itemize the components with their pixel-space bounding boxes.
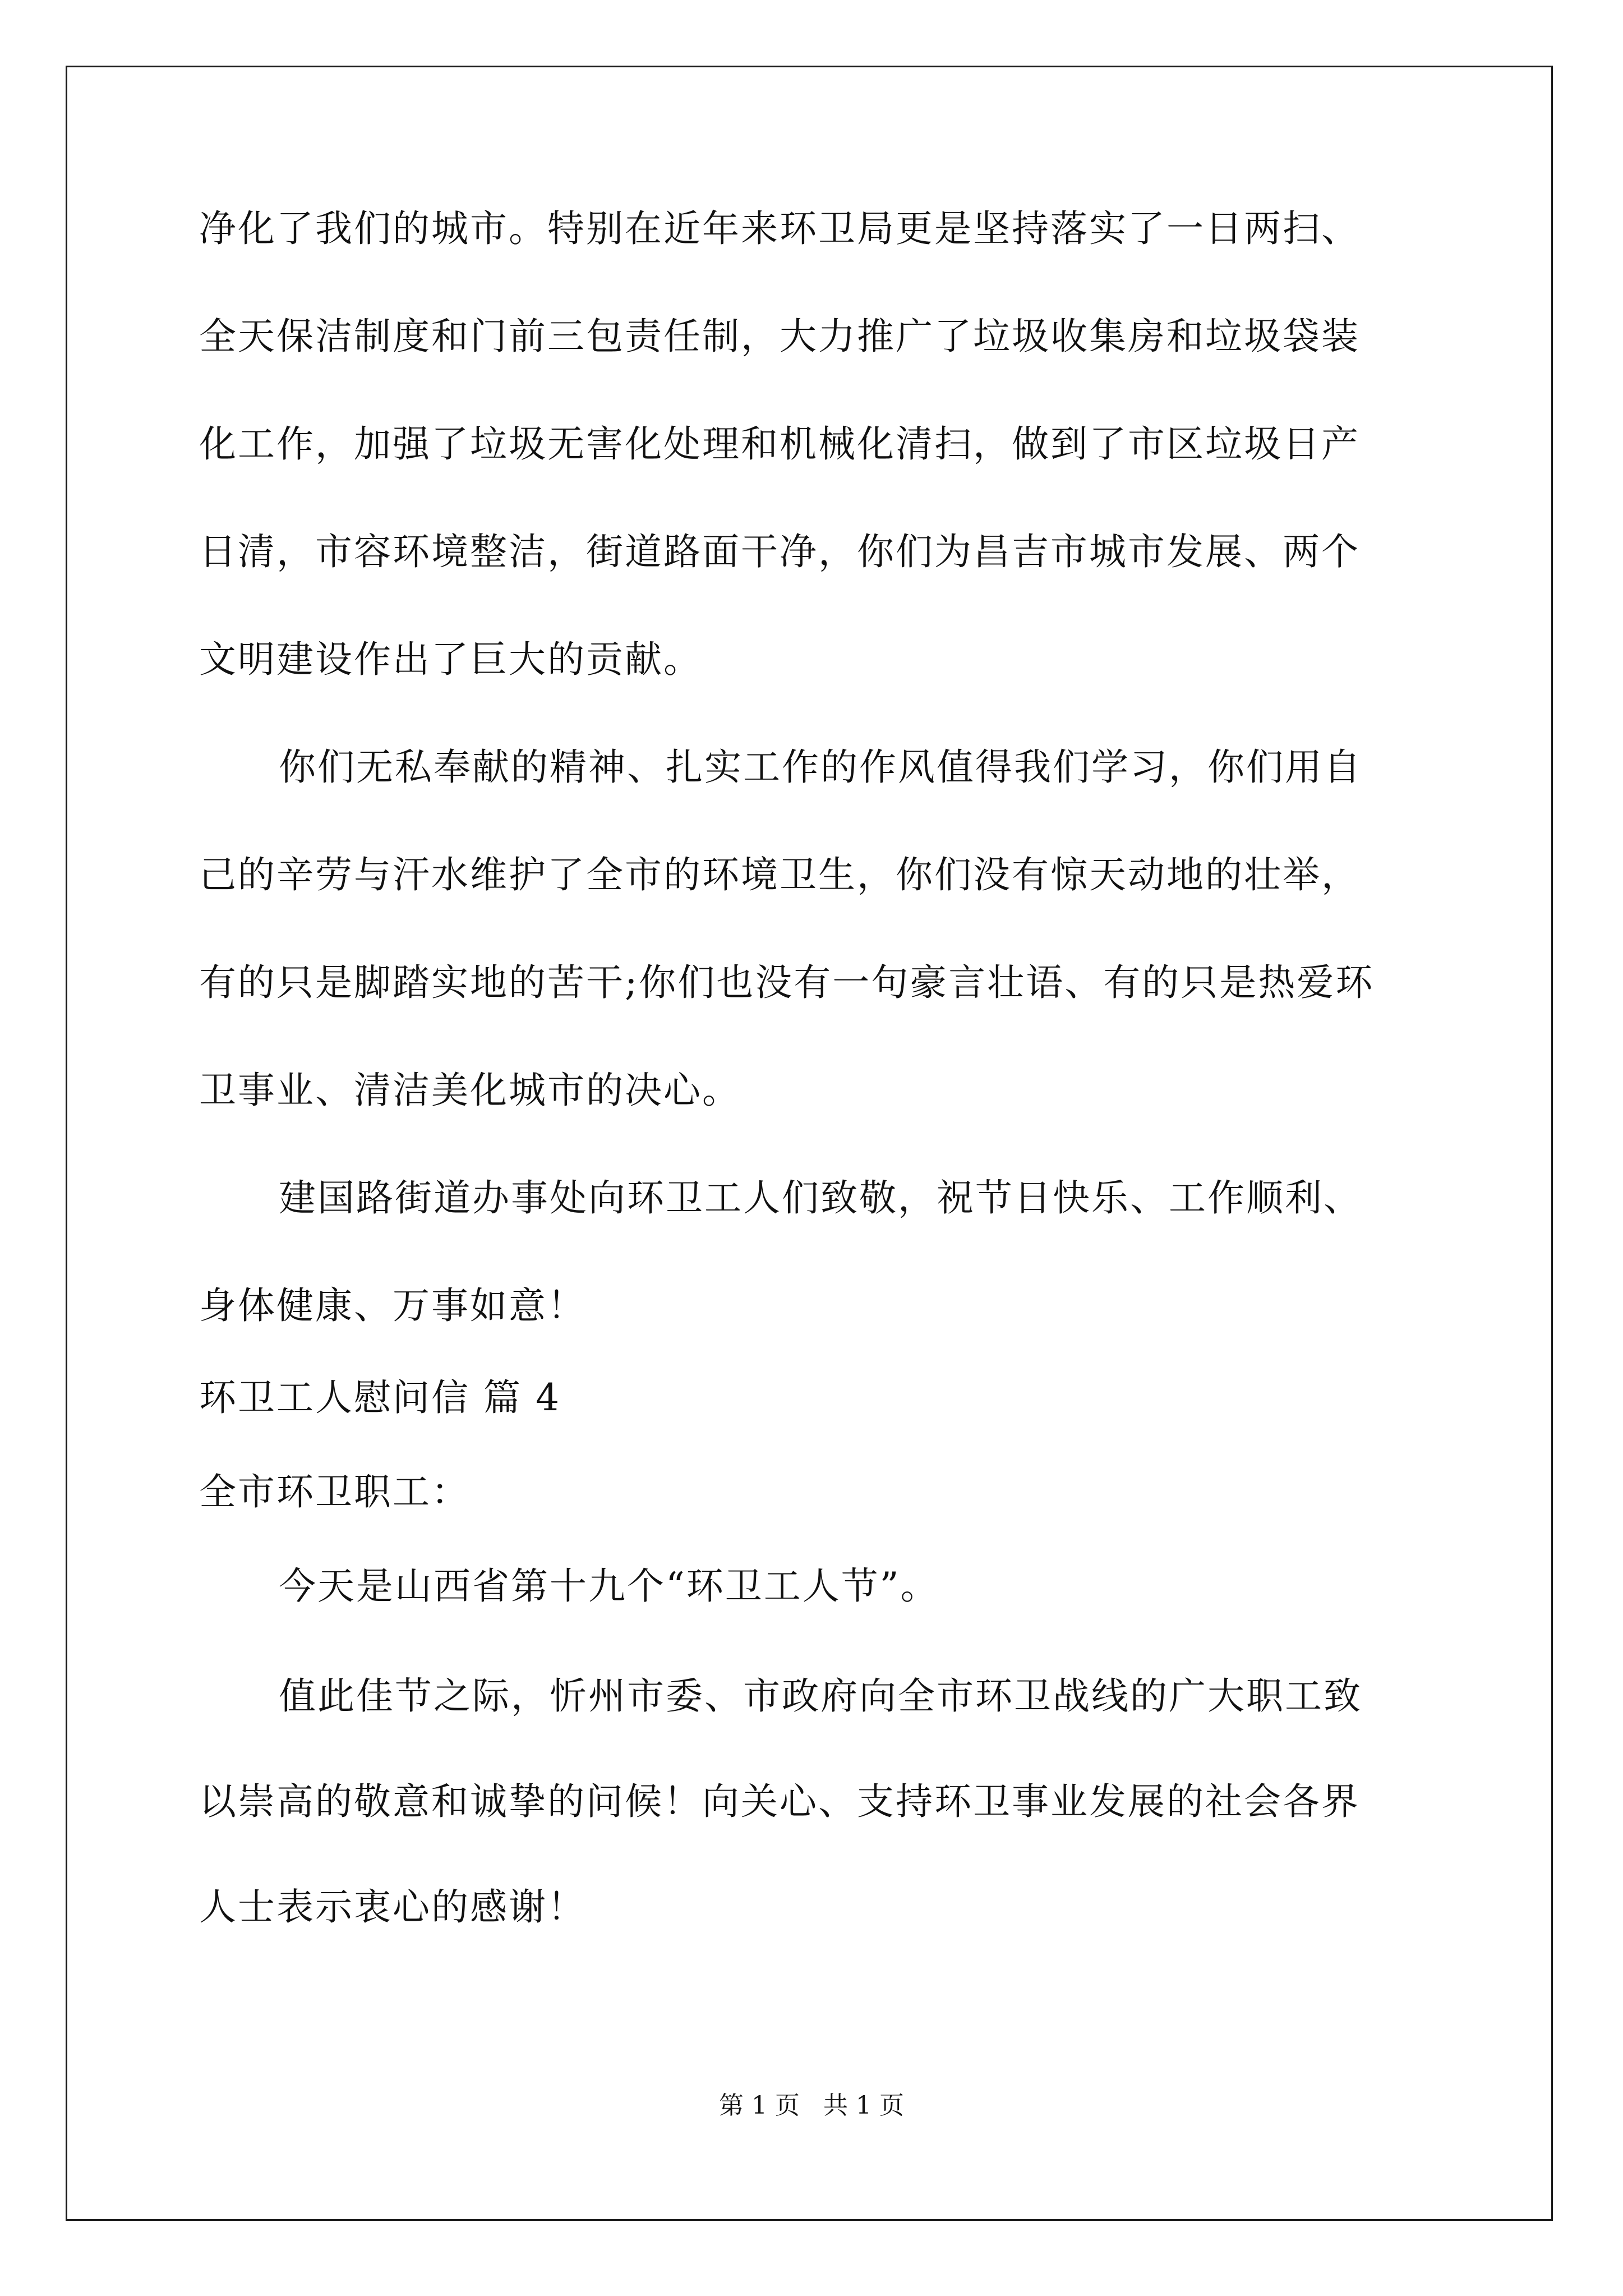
body-line-2: 全天保洁制度和门前三包责任制，大力推广了垃圾收集房和垃圾袋装 — [199, 315, 1360, 358]
body-line-17: 人士表示衷心的感谢！ — [199, 1885, 586, 1929]
body-line-14: 今天是山西省第十九个“环卫工人节”。 — [279, 1565, 939, 1608]
body-line-6: 你们无私奉献的精神、扎实工作的作风值得我们学习，你们用自 — [279, 746, 1362, 789]
body-line-15: 值此佳节之际，忻州市委、市政府向全市环卫战线的广大职工致 — [279, 1674, 1362, 1718]
body-line-11: 身体健康、万事如意！ — [199, 1284, 586, 1327]
page-footer: 第 1 页 共 1 页 — [719, 2091, 904, 2120]
body-line-3: 化工作，加强了垃圾无害化处理和机械化清扫，做到了市区垃圾日产 — [199, 422, 1360, 466]
body-line-7: 己的辛劳与汗水维护了全市的环境卫生，你们没有惊天动地的壮举， — [199, 853, 1360, 896]
body-line-9: 卫事业、清洁美化城市的决心。 — [199, 1069, 741, 1112]
body-line-8: 有的只是脚踏实地的苦干;你们也没有一句豪言壮语、有的只是热爱环 — [199, 961, 1375, 1004]
body-line-1: 净化了我们的城市。特别在近年来环卫局更是坚持落实了一日两扫、 — [199, 207, 1360, 250]
section-heading: 环卫工人慰问信 篇 4 — [199, 1376, 561, 1419]
body-line-4: 日清，市容环境整洁，街道路面干净，你们为昌吉市城市发展、两个 — [199, 530, 1360, 573]
body-line-5: 文明建设作出了巨大的贡献。 — [199, 638, 702, 681]
salutation: 全市环卫职工： — [199, 1470, 470, 1513]
body-line-16: 以崇高的敬意和诚挚的问候！向关心、支持环卫事业发展的社会各界 — [199, 1780, 1360, 1823]
body-line-10: 建国路街道办事处向环卫工人们致敬，祝节日快乐、工作顺利、 — [279, 1176, 1362, 1220]
